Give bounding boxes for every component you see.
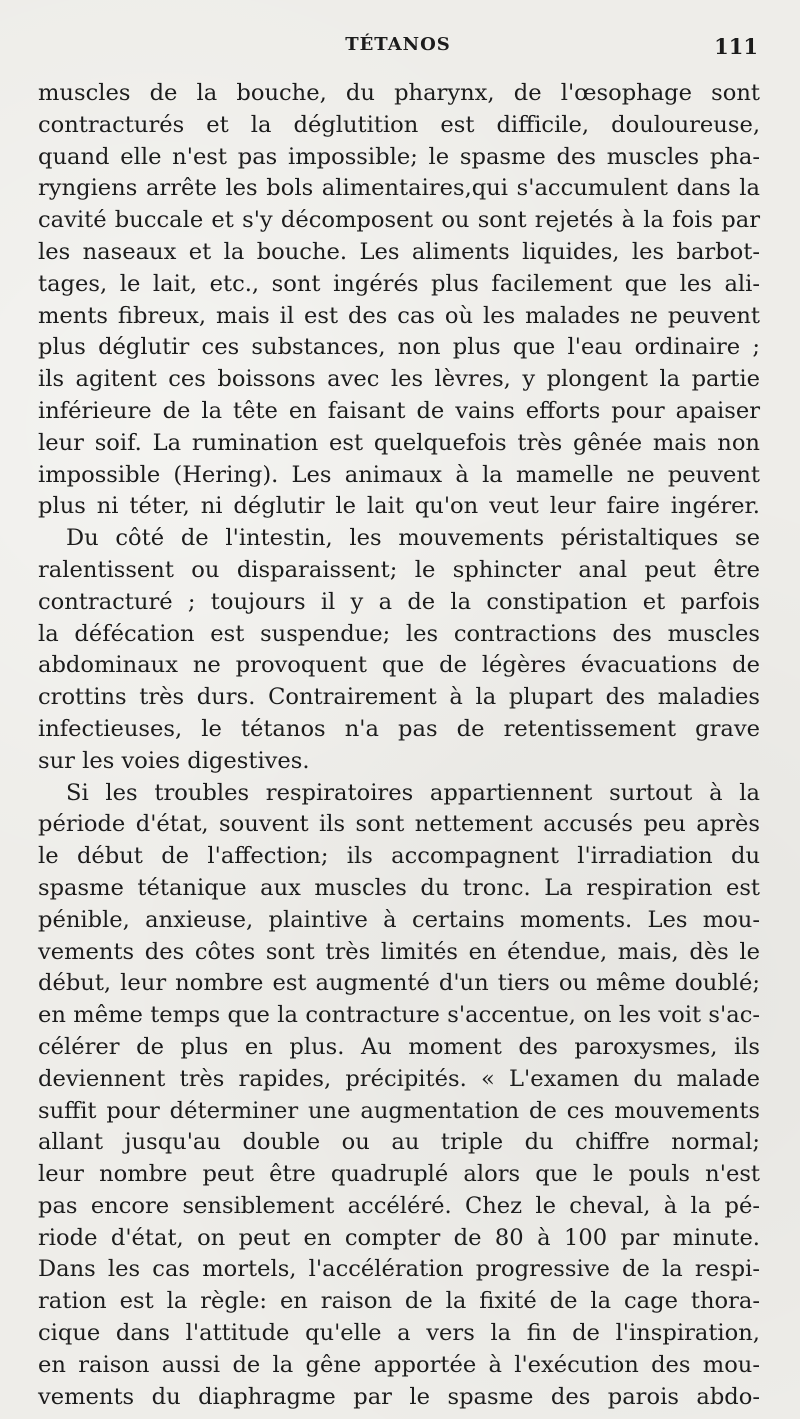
text-line: en même temps que la contracture s'accentue, on les voit s'ac-: [38, 1002, 760, 1029]
text-line: vements du diaphragme par le spasme des parois abdo-: [38, 1383, 760, 1410]
text-line: leur soif. La rumination est quelquefois très gênée mais non: [38, 429, 760, 456]
text-line: spasme tétanique aux muscles du tronc. La respiration est: [38, 874, 760, 901]
page-header: [38, 30, 758, 62]
text-line: infectieuses, le tétanos n'a pas de retentissement grave: [38, 715, 760, 742]
paragraph-end-line: sur les voies digestives.: [38, 747, 310, 774]
text-line: Dans les cas mortels, l'accélération progressive de la respi-: [38, 1256, 760, 1283]
text-line: muscles de la bouche, du pharynx, de l'œsophage sont: [38, 80, 760, 106]
text-line: impossible (Hering). Les animaux à la mamelle ne peuvent: [38, 461, 760, 488]
page-number: 111: [714, 34, 758, 59]
text-line: pénible, anxieuse, plaintive à certains moments. Les mou-: [38, 906, 760, 933]
text-line: allant jusqu'au double ou au triple du chiffre normal;: [38, 1129, 760, 1156]
body-text: [38, 78, 760, 1413]
text-line: les naseaux et la bouche. Les aliments liquides, les barbot-: [38, 238, 760, 265]
text-line: riode d'état, on peut en compter de 80 à 100 par minute.: [38, 1224, 760, 1251]
text-line: abdominaux ne provoquent que de légères évacuations de: [38, 652, 760, 679]
paragraph-start-line: Si les troubles respiratoires appartiennent surtout à la: [66, 779, 760, 806]
text-line: leur nombre peut être quadruplé alors que le pouls n'est: [38, 1161, 760, 1188]
text-line: période d'état, souvent ils sont nettement accusés peu après: [38, 811, 760, 838]
text-line: vements des côtes sont très limités en étendue, mais, dès le: [38, 938, 760, 965]
text-line: en raison aussi de la gêne apportée à l'exécution des mou-: [38, 1351, 760, 1378]
text-line: contracturé ; toujours il y a de la constipation et parfois: [38, 588, 760, 615]
text-line: ils agitent ces boissons avec les lèvres, y plongent la partie: [38, 366, 760, 393]
text-line: ration est la règle: en raison de la fixité de la cage thora-: [38, 1288, 760, 1315]
text-line: inférieure de la tête en faisant de vains efforts pour apaiser: [38, 397, 760, 424]
text-line: suffit pour déterminer une augmentation de ces mouvements: [38, 1097, 760, 1124]
text-line: quand elle n'est pas impossible; le spasme des muscles pha-: [38, 143, 760, 170]
text-line: plus ni téter, ni déglutir le lait qu'on veut leur faire ingérer.: [38, 493, 760, 520]
text-line: pas encore sensiblement accéléré. Chez le cheval, à la pé-: [38, 1192, 760, 1219]
text-line: cique dans l'attitude qu'elle a vers la fin de l'inspiration,: [38, 1320, 760, 1347]
text-line: plus déglutir ces substances, non plus que l'eau ordinaire ;: [38, 334, 760, 361]
running-title: TÉTANOS: [345, 34, 451, 55]
text-line: ralentissent ou disparaissent; le sphincter anal peut être: [38, 556, 760, 583]
text-line: contracturés et la déglutition est difficile, douloureuse,: [38, 111, 760, 138]
text-line: crottins très durs. Contrairement à la plupart des maladies: [38, 684, 760, 711]
text-line: la défécation est suspendue; les contractions des muscles: [38, 620, 760, 647]
text-line: le début de l'affection; ils accompagnent l'irradiation du: [38, 843, 760, 870]
text-line: ryngiens arrête les bols alimentaires,qui s'accumulent dans la: [38, 175, 760, 202]
text-line: célérer de plus en plus. Au moment des paroxysmes, ils: [38, 1033, 760, 1060]
text-line: deviennent très rapides, précipités. « L'examen du malade: [38, 1065, 760, 1092]
paragraph-start-line: Du côté de l'intestin, les mouvements péristaltiques se: [66, 525, 760, 552]
text-line: début, leur nombre est augmenté d'un tiers ou même doublé;: [38, 970, 760, 997]
text-line: ments fibreux, mais il est des cas où les malades ne peuvent: [38, 302, 760, 329]
text-line: tages, le lait, etc., sont ingérés plus facilement que les ali-: [38, 270, 760, 297]
text-line: cavité buccale et s'y décomposent ou sont rejetés à la fois par: [38, 207, 760, 234]
